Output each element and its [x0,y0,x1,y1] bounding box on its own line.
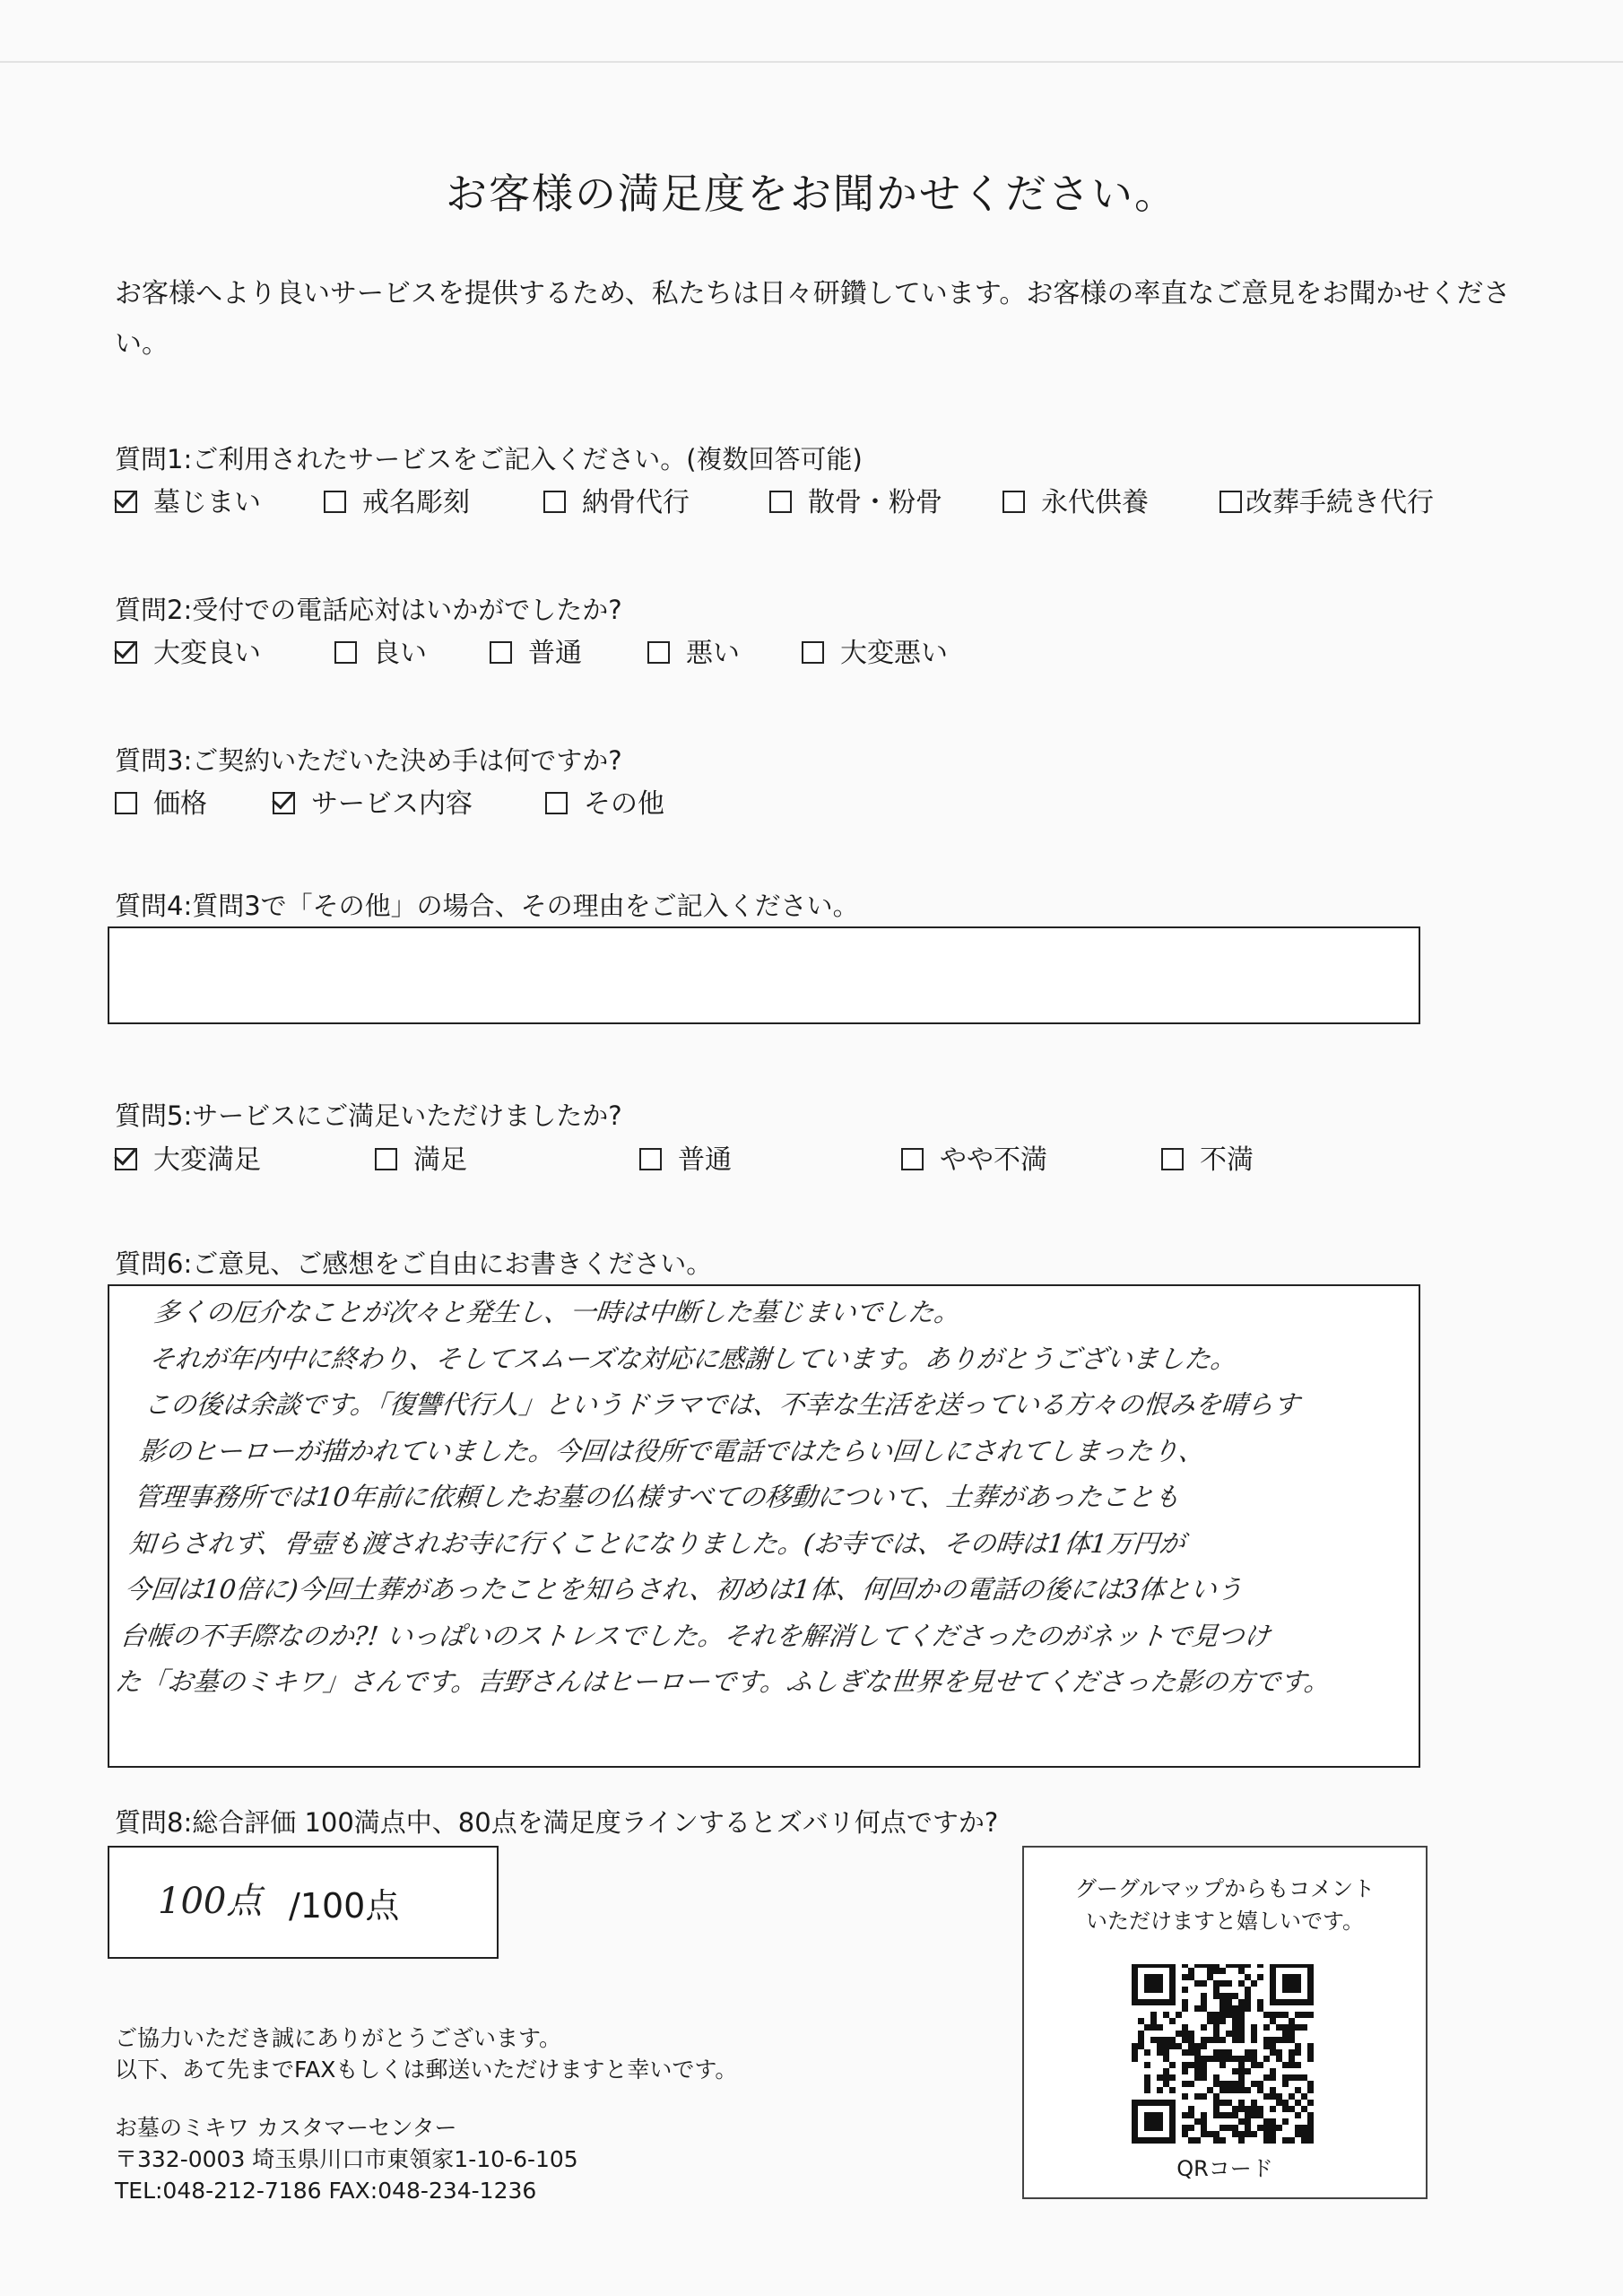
handwritten-line: この後は余談です。「復讐代行人」というドラマでは、不幸な生活を送っている方々の恨みを晴らす [143,1389,1301,1420]
q1-option[interactable] [1002,480,1149,519]
q5-option-label: やや不満 [940,1144,1047,1176]
q8-handwritten-score: 100点 [158,1881,263,1922]
contact-name: お墓のミキワ カスタマーセンター [115,2115,457,2141]
q1-option-label: 戒名彫刻 [362,487,470,518]
checkbox[interactable] [115,792,137,814]
q3-option-label: その他 [584,788,664,820]
q2-option[interactable] [490,631,582,670]
q1-option[interactable] [543,480,690,519]
q3-option-label: サービス内容 [311,788,473,820]
checkbox[interactable] [490,641,512,664]
q5-option[interactable] [639,1137,732,1177]
q3-option-label: 価格 [153,788,207,820]
checkbox[interactable] [115,641,137,664]
handwritten-line: 今回は10倍に)今回土葬があったことを知らされ、初めは1体、何回かの電話の後には3体という [123,1574,1245,1605]
q2-options [115,631,1549,669]
handwritten-line: それが年内中に終わり、そしてスムーズな対応に感謝しています。ありがとうございました。 [147,1343,1238,1374]
q1-option-label: 散骨・粉骨 [808,487,942,518]
checkbox[interactable] [1161,1148,1184,1170]
q2-option-label: 大変良い [153,638,261,669]
q2-option-label: 良い [373,638,427,669]
form-title: お客様の満足度をお聞かせください。 [446,170,1177,218]
checkbox[interactable] [115,1148,137,1170]
q5-options [115,1137,1549,1176]
q3-options [115,781,1549,820]
qr-code[interactable] [1132,1964,1316,2144]
qr-message [1024,1873,1426,1937]
checkbox[interactable] [115,491,137,513]
q5-label: 質問5:サービスにご満足いただけましたか? [115,1100,622,1131]
q3-option[interactable] [273,781,473,821]
checkbox[interactable] [802,641,824,664]
q2-option[interactable] [802,631,948,670]
q5-option-label: 普通 [678,1144,732,1176]
checkbox[interactable] [639,1148,662,1170]
q1-option-label: 納骨代行 [582,487,690,518]
q1-options [115,480,1549,516]
q1-option[interactable] [115,480,261,519]
contact-phone: TEL:048-212-7186 FAX:048-234-1236 [115,2178,537,2204]
checkbox[interactable] [545,792,568,814]
q5-option-label: 不満 [1200,1144,1254,1176]
q6-handwritten-answer [113,1290,1448,1706]
q3-label: 質問3:ご契約いただいた決め手は何ですか? [115,745,622,776]
q2-option-label: 悪い [686,638,740,669]
qr-panel [1022,1846,1428,2199]
handwritten-line: 管理事務所では10年前に依頼したお墓の仏様すべての移動について、土葬があったことも [133,1482,1182,1512]
q8-score-max: /100点 [289,1886,400,1926]
q5-option[interactable] [115,1137,261,1177]
handwritten-line: 知らされず、骨壺も渡されお寺に行くことになりました。(お寺では、その時は1体1万円が [127,1527,1187,1559]
checkbox[interactable] [273,792,295,814]
checkbox[interactable] [324,491,346,513]
q8-label: 質問8:総合評価 100満点中、80点を満足度ラインするとズバリ何点ですか? [115,1807,999,1838]
checkbox[interactable] [543,491,566,513]
q3-option[interactable] [115,781,207,821]
q4-label: 質問4:質問3で「その他」の場合、その理由をご記入ください。 [115,891,859,921]
q5-option-label: 満足 [413,1144,467,1176]
qr-label: QRコード [1176,2156,1273,2181]
q1-option[interactable] [324,480,470,519]
handwritten-line: 影のヒーローが描かれていました。今回は役所で電話ではたらい回しにされてしまったり、 [137,1435,1207,1466]
handwritten-line: 台帳の不手際なのか?! いっぱいのストレスでした。それを解消してくださったのがネットで見つけ [118,1620,1272,1651]
qr-message-line: いただけますと嬉しいです。 [1085,1909,1365,1934]
q4-answer-field[interactable] [108,926,1420,1024]
top-rule [0,61,1623,63]
checkbox[interactable] [769,491,792,513]
q2-option[interactable] [115,631,261,670]
q2-option-label: 大変悪い [840,638,948,669]
q5-option[interactable] [901,1137,1047,1177]
q6-label: 質問6:ご意見、ご感想をご自由にお書きください。 [115,1248,713,1279]
checkbox[interactable] [375,1148,397,1170]
qr-message-line: グーグルマップからもコメント [1074,1876,1376,1901]
intro-text: お客様へより良いサービスを提供するため、私たちは日々研鑽しています。お客様の率直なご意見をお聞かせください。 [115,278,1511,360]
q1-option[interactable] [1219,480,1434,519]
send-instructions: 以下、あて先までFAXもしくは郵送いただけますと幸いです。 [115,2057,738,2083]
checkbox[interactable] [1219,491,1242,513]
q1-label: 質問1:ご利用されたサービスをご記入ください。(複数回答可能) [115,444,863,474]
handwritten-line: た「お墓のミキワ」さんです。吉野さんはヒーローです。ふしぎな世界を見せてくださった影の方です。 [113,1666,1332,1697]
checkbox[interactable] [334,641,357,664]
q3-option[interactable] [545,781,664,821]
q2-option-label: 普通 [528,638,582,669]
contact-address: 〒332-0003 埼玉県川口市東領家1-10-6-105 [115,2146,578,2172]
contact-block [115,2112,578,2206]
thanks-text: ご協力いただき誠にありがとうございます。 [115,2025,562,2051]
q1-option-label: 改葬手続き代行 [1245,487,1434,518]
checkbox[interactable] [1002,491,1025,513]
q1-option-label: 永代供養 [1041,487,1149,518]
q2-option[interactable] [647,631,740,670]
q2-option[interactable] [334,631,427,670]
checkbox[interactable] [647,641,670,664]
q5-option[interactable] [375,1137,467,1177]
q2-label: 質問2:受付での電話応対はいかがでしたか? [115,595,622,625]
handwritten-line: 多くの厄介なことが次々と発生し、一時は中断した墓じまいでした。 [152,1297,962,1327]
q5-option-label: 大変満足 [153,1144,261,1176]
q1-option-label: 墓じまい [153,487,261,518]
q5-option[interactable] [1161,1137,1254,1177]
checkbox[interactable] [901,1148,924,1170]
q1-option[interactable] [769,480,942,519]
